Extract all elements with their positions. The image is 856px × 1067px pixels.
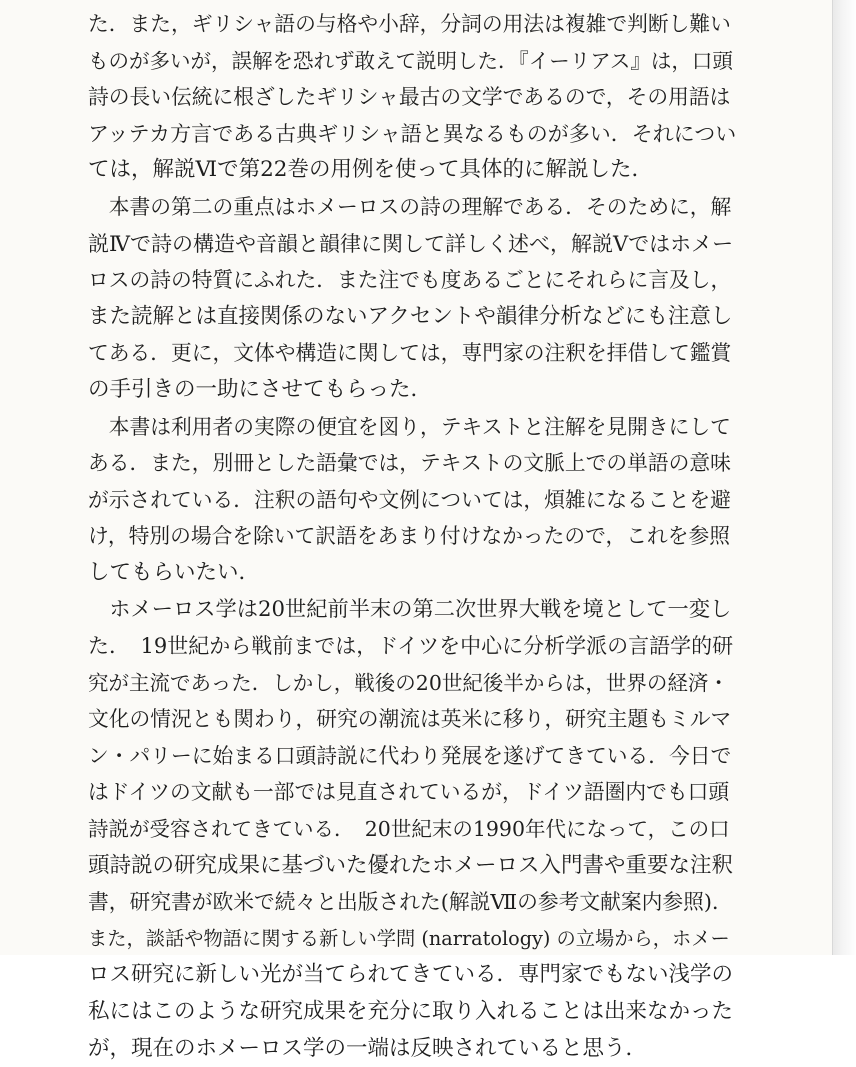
text-line: け，特別の場合を除いて訳語をあまり付けなかったので，これを参照 xyxy=(88,524,731,549)
text-line: また，談話や物語に関する新しい学問 (narratology) の立場から，ホメー xyxy=(88,926,730,950)
text-line: 詩の長い伝統に根ざしたギリシャ最古の文学であるので，その用語は xyxy=(88,85,731,110)
text-line: 究が主流であった．しかし，戦後の20世紀後半からは，世界の経済・ xyxy=(88,670,729,695)
text-line: また読解とは直接関係のないアクセントや韻律分析などにも注意し xyxy=(88,303,733,329)
text-line: ものが多いが，誤解を恐れず敢えて説明した．『イーリアス』は，口頭 xyxy=(88,48,733,73)
text-line: ロス研究に新しい光が当てられてきている．専門家でもない浅学の xyxy=(88,962,734,988)
text-line: た． 19世紀から戦前までは，ドイツを中心に分析学派の言語学的研 xyxy=(88,634,734,659)
text-line: してもらいたい． xyxy=(88,559,261,585)
text-line: 頭詩説の研究成果に基づいた優れたホメーロス入門書や重要な注釈 xyxy=(88,852,734,878)
text-line: が，現在のホメーロス学の一端は反映されていると思う． xyxy=(88,1035,648,1061)
text-line: 本書は利用者の実際の便宜を図り，テキストと注解を見開きにして xyxy=(88,414,731,439)
text-line: ン・パリーに始まる口頭詩説に代わり発展を遂げてきている．今日で xyxy=(88,743,732,768)
text-line: アッテカ方言である古典ギリシャ語と異なるものが多い．それについ xyxy=(88,121,737,146)
text-line: 詩説が受容されてきている． 20世紀末の1990年代になって，この口 xyxy=(88,817,730,842)
text-line: ては，解説Ⅵで第22巻の用例を使って具体的に解説した． xyxy=(88,157,653,183)
text-line: はドイツの文献も一部では見直されているが，ドイツ語圏内でも口頭 xyxy=(88,780,730,805)
text-line: の手引きの一助にさせてもらった． xyxy=(88,376,433,402)
page-edge xyxy=(832,0,856,955)
text-line: 本書の第二の重点はホメーロスの詩の理解である．そのために，解 xyxy=(88,194,732,219)
text-line: 文化の情況とも関わり，研究の潮流は英米に移り，研究主題もミルマ xyxy=(88,707,732,732)
text-line: が示されている．注釈の語句や文例については，煩雑になることを避 xyxy=(88,487,731,512)
text-line: てある．更に，文体や構造に関しては，専門家の注釈を拝借して鑑賞 xyxy=(88,341,732,366)
text-line: た．また，ギリシャ語の与格や小辞，分詞の用法は複雑で判断し難い xyxy=(88,12,731,36)
text-line: 書，研究書が欧米で続々と出版された(解説Ⅶの参考文献案内参照)． xyxy=(88,890,733,915)
text-line: 説Ⅳで詩の構造や音韻と韻律に関して詳しく述べ，解説Ⅴではホメー xyxy=(88,231,734,256)
text-line: ホメーロス学は20世紀前半末の第二次世界大戦を境として一変し xyxy=(88,596,732,622)
text-line: ロスの詩の特質にふれた．また注でも度あるごとにそれらに言及し， xyxy=(88,268,732,293)
text-line: 私にはこのような研究成果を充分に取り入れることは出来なかった xyxy=(88,999,734,1025)
body-text xyxy=(88,6,736,1067)
text-line: ある．また，別冊とした語彙では，テキストの文脈上での単語の意味 xyxy=(88,451,731,476)
